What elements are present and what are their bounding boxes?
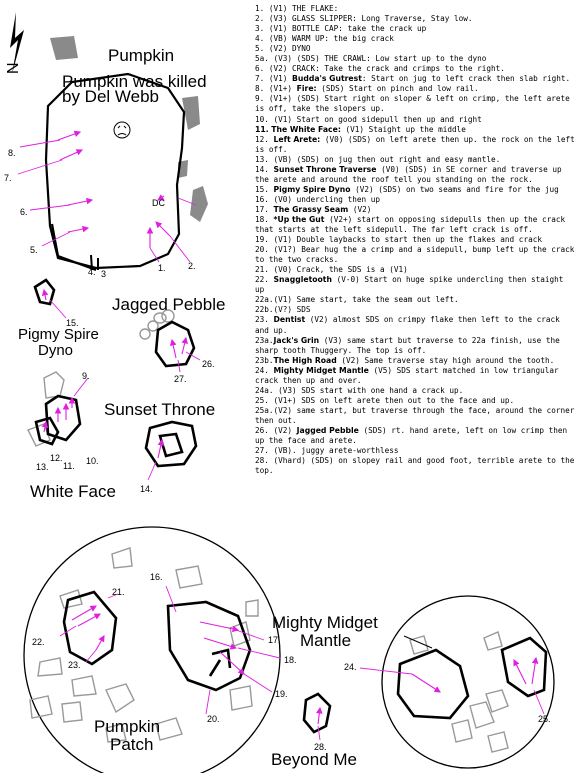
- pigmy-spire-label: Pigmy Spire Dyno: [18, 326, 99, 359]
- route-number: 15.: [66, 318, 79, 328]
- route-number: 6.: [20, 207, 28, 217]
- route-list-item: 3. (V1) BOTTLE CAP: take the crack up: [255, 24, 427, 34]
- route-list-item: 10. (V1) Start on good sidepull then up and right: [255, 114, 482, 124]
- route-text-pre: 14.: [255, 164, 274, 174]
- route-list: [255, 4, 577, 476]
- route-text-post: (SDS) rt. hand arete, left on low crimp then up the face and arete.: [255, 425, 568, 446]
- route-list-item: [255, 125, 577, 135]
- route-number: 11.: [63, 461, 75, 471]
- route-text-bold: Fire:: [296, 84, 317, 94]
- route-list-item: [255, 336, 577, 356]
- route-number: 5.: [30, 245, 38, 255]
- pumpkin-note-line2: by Del Webb: [62, 87, 160, 106]
- route-text-bold: 11. The White Face:: [255, 124, 341, 134]
- route-list-item: [255, 215, 577, 235]
- route-list-item: 13. (VB) (SDS) on jug then out right and easy mantle.: [255, 154, 501, 164]
- route-number: 25.: [538, 714, 551, 724]
- route-text-post: (SDS) Start on pinch and low rail.: [316, 84, 479, 94]
- pumpkin-patch-label: Pumpkin Patch: [94, 717, 161, 754]
- route-list-item: [255, 74, 577, 84]
- route-text-bold: Dentist: [273, 315, 306, 325]
- route-list-item: 5a. (V3) (SDS) THE CRAWL: Low start up to the dyno: [255, 54, 487, 64]
- route-number: 27.: [174, 374, 187, 384]
- mighty-midget-label: Mighty Midget Mantle: [272, 613, 378, 650]
- route-list-item: [255, 205, 577, 215]
- route-text-pre: 15.: [255, 184, 274, 194]
- north-arrow-icon: [5, 12, 24, 74]
- route-text-bold: The Grassy Seam: [273, 204, 349, 214]
- beyond-me-label: Beyond Me: [271, 750, 357, 769]
- route-text-bold: The High Road: [273, 355, 337, 365]
- route-list-item: [255, 185, 577, 195]
- route-text-post: (V0) (SDS) on left arete then up. the rock on the left is off.: [255, 134, 575, 154]
- route-number: 21.: [112, 587, 125, 597]
- sunset-throne-label: Sunset Throne: [104, 400, 216, 419]
- route-list-item: [255, 84, 577, 94]
- route-number: 9.: [82, 371, 90, 381]
- route-number: 18.: [284, 655, 297, 665]
- route-number: 22.: [32, 637, 45, 647]
- route-number: 28.: [314, 742, 327, 752]
- route-text-bold: Pigmy Spire Dyno: [273, 184, 351, 194]
- route-list-item: 16. (V0) undercling then up: [255, 194, 380, 204]
- white-face-boulder: [28, 372, 116, 501]
- face-icon: [114, 122, 130, 138]
- route-number: 14.: [140, 484, 153, 494]
- route-text-post: (V2): [348, 204, 372, 214]
- route-number: 12.: [50, 453, 63, 463]
- route-text-bold: Left Arete:: [273, 134, 321, 144]
- route-text-post: (V2+) start on opposing sidepulls then up the crack that starts at the left sidepull. The far left crack is off.: [255, 214, 566, 235]
- route-number: 16.: [150, 572, 163, 582]
- route-text-post: : Start on jug to left crack then slab right.: [361, 74, 571, 84]
- route-number: 24.: [344, 662, 357, 672]
- jagged-pebble-label: Jagged Pebble: [112, 295, 226, 314]
- route-list-item: 22a.(V1) Same start, take the seam out left.: [255, 295, 459, 305]
- route-number: 13.: [36, 462, 49, 472]
- route-list-item: 28. (Vhard) (SDS) on slopey rail and good foot, terrible arete to the top.: [255, 456, 575, 476]
- route-list-item: 20. (V1?) Bear hug the a crimp and a sidepull, bump left up the crack to the two cracks.: [255, 245, 575, 265]
- route-number: 8.: [8, 148, 16, 158]
- route-text-pre: 7. (V1): [255, 74, 293, 84]
- route-list-item: [255, 315, 577, 335]
- route-list-item: [255, 165, 577, 185]
- route-number: 23.: [68, 660, 81, 670]
- route-list-item: 1. (V1) THE FLAKE:: [255, 4, 339, 13]
- route-text-pre: 26. (V2): [255, 425, 297, 435]
- route-text-bold: Mighty Midget Mantle: [273, 365, 369, 375]
- route-list-item: 19. (V1) Double laybacks to start then up the flakes and crack: [255, 235, 542, 245]
- route-number: 10.: [86, 456, 99, 466]
- route-text-post: (V5) SDS start matched in low triangular crack then up and over.: [255, 365, 559, 385]
- route-list-item: 5. (V2) DYNO: [255, 44, 311, 54]
- route-list-item: 27. (VB). juggy arete-worthless: [255, 446, 399, 456]
- route-list-item: [255, 275, 577, 295]
- route-number: 4.: [88, 267, 96, 277]
- pumpkin-title: Pumpkin: [108, 46, 175, 65]
- route-list-item: 21. (V0) Crack, the SDS is a (V1): [255, 265, 408, 275]
- route-list-item: [255, 135, 577, 155]
- route-list-item: [255, 426, 577, 446]
- route-number: 3: [101, 269, 107, 279]
- route-list-item: [255, 366, 577, 386]
- route-number: 26.: [202, 359, 215, 369]
- beyond-me-boulder: [271, 694, 357, 769]
- route-number: 17.: [268, 635, 281, 645]
- route-text-post: (V2) (SDS) on two seams and fire for the jug: [350, 184, 559, 194]
- route-text-post: (V-0) Start on huge spike undercling then staight up: [255, 275, 564, 295]
- route-text-bold: Budda's Gutrest: [292, 74, 362, 84]
- dc-label: DC: [152, 198, 165, 208]
- route-text-pre: 8. (V1+): [255, 84, 297, 94]
- pumpkin-note-line1: Pumpkin was killed: [62, 72, 207, 91]
- white-face-label: White Face: [30, 482, 116, 501]
- route-text-bold: Sunset Throne Traverse: [273, 164, 377, 174]
- route-text-bold: Jagged Pebble: [296, 425, 359, 435]
- route-text-bold: *Up the Gut: [273, 214, 325, 224]
- route-text-pre: 23a.: [255, 335, 274, 345]
- pumpkin-boulder: [18, 36, 211, 270]
- route-list-item: 24a. (V3) SDS start with one hand a crack up.: [255, 385, 464, 395]
- route-text-post: (V2) almost SDS on crimpy flake then left to the crack and up.: [255, 315, 560, 335]
- route-text-post: (V2) Same traverse stay high around the tooth.: [336, 355, 555, 365]
- route-list-item: 22b.(V?) SDS: [255, 305, 311, 315]
- pumpkin-patch-area: [24, 527, 280, 773]
- route-number: 19.: [275, 689, 288, 699]
- route-text-pre: 17.: [255, 204, 274, 214]
- route-list-item: [255, 356, 577, 366]
- route-list-item: 9. (V1+) (SDS) Start right on sloper & left on crimp, the left arete is off, take the slopers up.: [255, 94, 570, 114]
- grey-rock-icon: [50, 36, 78, 60]
- route-number: 20.: [207, 714, 220, 724]
- route-list-item: 25a.(V2) same start, but traverse through the face, around the corner then out.: [255, 405, 575, 425]
- route-text-pre: 18.: [255, 214, 274, 224]
- route-text-post: (V3) same start but traverse to 22a finish, use the sharp tooth Thuggery. The top is off.: [255, 335, 560, 355]
- route-number: 2.: [188, 261, 196, 271]
- route-text-post: (V0) (SDS) in SE corner and traverse up the arete and around the roof tell you standing on the rock.: [255, 164, 562, 184]
- route-text-pre: 22.: [255, 275, 274, 285]
- route-text-post: (V1) Staight up the middle: [340, 124, 466, 134]
- route-number: 1.: [158, 263, 166, 273]
- pigmy-spire-boulder: [18, 280, 99, 359]
- route-text-pre: 12.: [255, 134, 274, 144]
- route-text-bold: Snaggletooth: [273, 275, 332, 285]
- route-list-item: 6. (V2) CRACK: Take the crack and crimps to the right.: [255, 64, 505, 74]
- route-list-item: 2. (V3) GLASS SLIPPER: Long Traverse, Stay low.: [255, 14, 473, 24]
- route-text-pre: 24.: [255, 365, 274, 375]
- route-list-item: 25. (V1+) SDS on left arete then out to the face and up.: [255, 395, 515, 405]
- sunset-throne-boulder: [104, 400, 215, 480]
- route-text-pre: 23.: [255, 315, 274, 325]
- route-text-pre: 23b.: [255, 355, 274, 365]
- route-text-bold: Jack's Grin: [273, 335, 320, 345]
- north-label: N: [5, 62, 22, 74]
- route-list-item: 4. (VB) WARM UP: the big crack: [255, 34, 394, 44]
- route-number: 7.: [4, 173, 12, 183]
